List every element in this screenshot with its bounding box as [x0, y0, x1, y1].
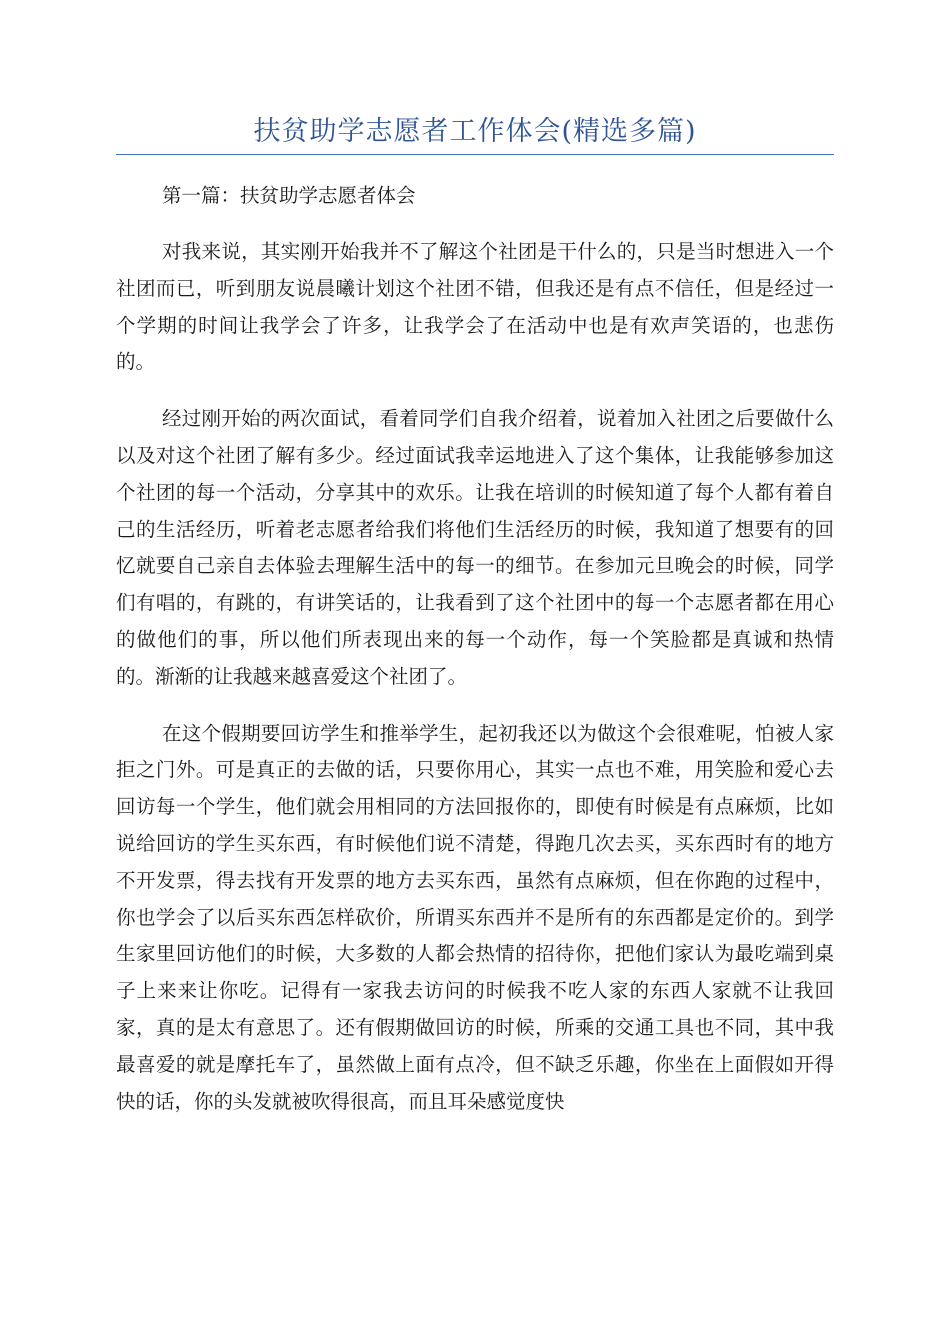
paragraph-2: 经过刚开始的两次面试，看着同学们自我介绍着，说着加入社团之后要做什么以及对这个社团了解有多少。经过面试我幸运地进入了这个集体，让我能够参加这个社团的每一个活动，分享其中的欢乐。让我在培训的时候知道了每个人都有着自己的生活经历，听着老志愿者给我们将他们生活经历的时候，我知道了想要有的回忆就要自己亲自去体验去理解生活中的每一的细节。在参加元旦晚会的时候，同学们有唱的，有跳的，有讲笑话的，让我看到了这个社团中的每一个志愿者都在用心的做他们的事，所以他们所表现出来的每一个动作，每一个笑脸都是真诚和热情的。渐渐的让我越来越喜爱这个社团了。	[116, 407, 834, 688]
paragraph-3: 在这个假期要回访学生和推举学生，起初我还以为做这个会很难呢，怕被人家拒之门外。可是真正的去做的话，只要你用心，其实一点也不难，用笑脸和爱心去回访每一个学生，他们就会用相同的方法回报你的，即使有时候是有点麻烦，比如说给回访的学生买东西，有时候他们说不清楚，得跑几次去买，买东西时有的地方不开发票，得去找有开发票的地方去买东西，虽然有点麻烦，但在你跑的过程中，你也学会了以后买东西怎样砍价，所谓买东西并不是所有的东西都是定价的。到学生家里回访他们的时候，大多数的人都会热情的招待你，把他们家认为最吃端到桌子上来来让你吃。记得有一家我去访问的时候我不吃人家的东西人家就不让我回家，真的是太有意思了。还有假期做回访的时候，所乘的交通工具也不同，其中我最喜爱的就是摩托车了，虽然做上面有点冷，但不缺乏乐趣，你坐在上面假如开得快的话，你的头发就被吹得很高，而且耳朵感觉度快	[116, 721, 834, 1113]
section-heading: 第一篇：扶贫助学志愿者体会	[162, 184, 416, 207]
paragraph-1: 对我来说，其实刚开始我并不了解这个社团是干什么的，只是当时想进入一个社团而已，听到朋友说晨曦计划这个社团不错，但我还是有点不信任，但是经过一个学期的时间让我学会了许多，让我学会了在活动中也是有欢声笑语的，也悲伤的。	[116, 240, 834, 374]
title-underline	[116, 154, 834, 155]
document-body	[116, 178, 834, 1140]
document-title: 扶贫助学志愿者工作体会(精选多篇)	[253, 116, 697, 147]
